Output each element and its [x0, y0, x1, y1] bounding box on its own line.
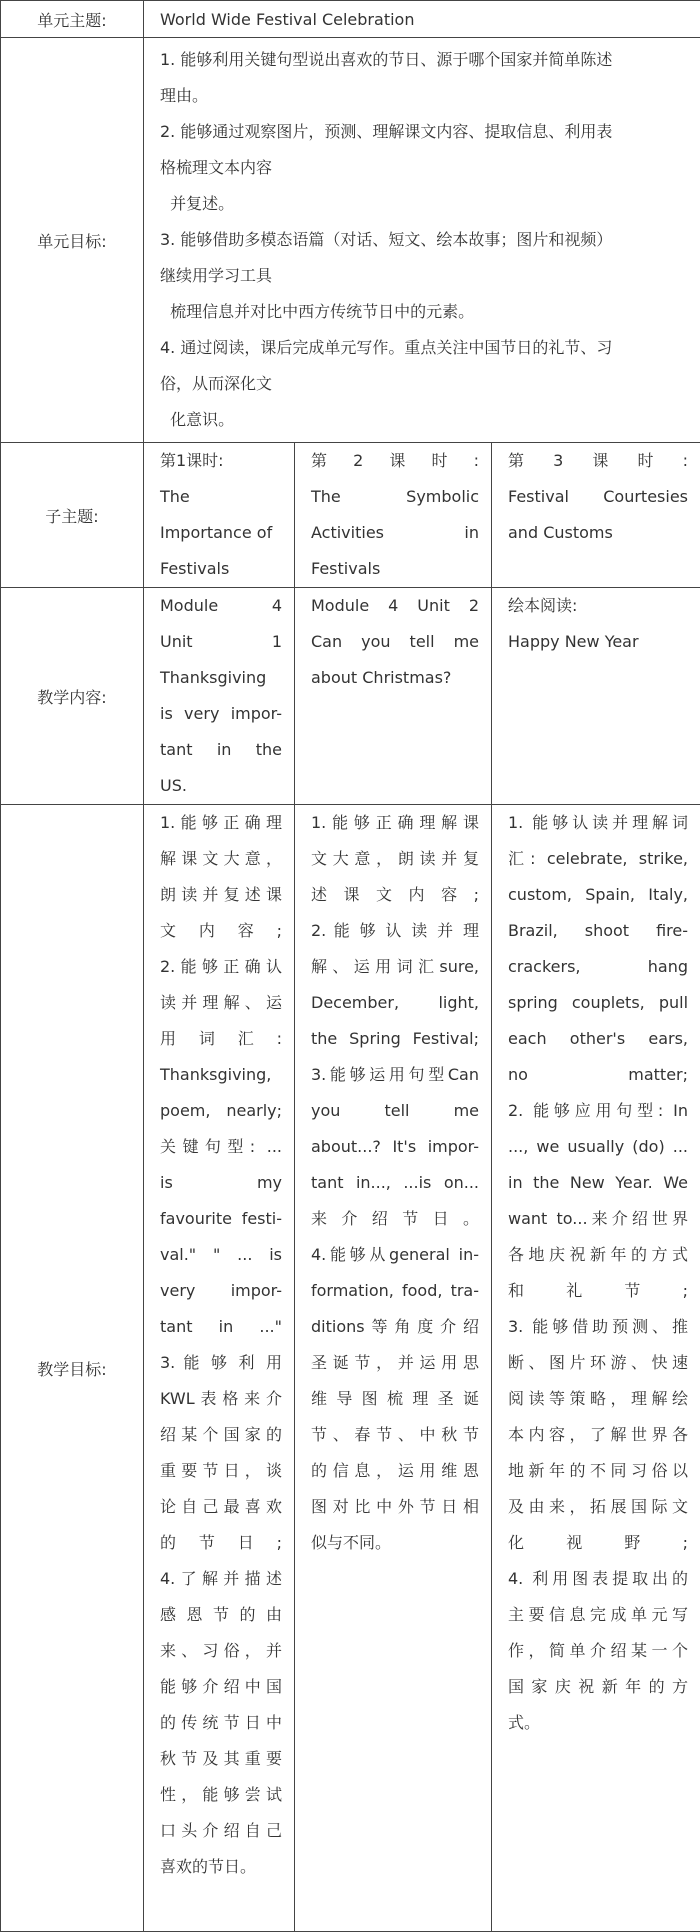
text-line: about...? It's impor-: [311, 1137, 479, 1156]
text-line: Festivals: [311, 559, 381, 578]
text-line: 梳理信息并对比中西方传统节日中的元素。: [160, 302, 475, 321]
text-line: 本内容，了解世界各: [508, 1425, 689, 1444]
text-line: is my: [160, 1173, 282, 1192]
text-line: 似与不同。: [311, 1533, 392, 1552]
text-line: 2. 能够通过观察图片，预测、理解课文内容、提取信息、利用表: [160, 122, 613, 141]
text-line: 来、习俗，并: [160, 1641, 282, 1660]
text-line: KWL表格来介: [160, 1389, 282, 1408]
text-line: 式。: [508, 1713, 541, 1732]
text-line: Festival Courtesies: [508, 487, 689, 506]
text-line: 地新年的不同习俗以: [508, 1461, 689, 1480]
text-line: 感 恩 节 的 由: [160, 1605, 282, 1624]
text-line: tant in ...": [160, 1317, 282, 1336]
text-line: 3.能够运用句型Can: [311, 1065, 479, 1084]
text-line: spring couplets, pull: [508, 993, 689, 1012]
text-line: 3. 能 够 利 用: [160, 1353, 282, 1372]
sub-topic-lesson1: [144, 443, 294, 587]
text-line: 1. 能够认读并理解词: [508, 813, 689, 832]
text-line: val." " ... is: [160, 1245, 282, 1264]
text-line: 圣诞节，并运用思: [311, 1353, 479, 1372]
text-line: tant in the: [160, 740, 282, 759]
text-line: 2.能够正确认: [160, 957, 282, 976]
text-line: formation, food, tra-: [311, 1281, 479, 1300]
objectives-lesson3-cell: [492, 805, 700, 1932]
text-line: 文内容;: [160, 921, 282, 940]
objectives-lesson2-cell: [295, 805, 492, 1932]
unit-goals-cell: [144, 38, 700, 443]
text-line: 格梳理文本内容: [160, 158, 273, 177]
text-line: about Christmas?: [311, 668, 452, 687]
content-lesson3-cell: [492, 588, 700, 805]
sub-topic-lesson1-cell: [144, 443, 295, 588]
content-label: 教学内容:: [1, 588, 144, 805]
text-line: 口头介绍自己: [160, 1821, 282, 1840]
row-unit-topic: [1, 1, 700, 38]
objectives-lesson1-cell: [144, 805, 295, 1932]
sub-topic-lesson2-cell: [295, 443, 492, 588]
text-line: 的节日;: [160, 1533, 282, 1552]
text-line: Activities in: [311, 523, 479, 542]
text-line: Happy New Year: [508, 632, 639, 651]
text-line: 能够介绍中国: [160, 1677, 282, 1696]
text-line: 国家庆祝新年的方: [508, 1677, 689, 1696]
text-line: 1. 能够利用关键句型说出喜欢的节日、源于哪个国家并简单陈述: [160, 50, 613, 69]
text-line: 喜欢的节日。: [160, 1857, 257, 1876]
text-line: 1.能够正确理: [160, 813, 282, 832]
objectives-lesson3: [492, 805, 700, 1741]
text-line: 并复述。: [160, 194, 235, 213]
text-line: 理由。: [160, 86, 209, 105]
text-line: 的信息，运用维恩: [311, 1461, 479, 1480]
text-line: very impor-: [160, 1281, 282, 1300]
text-line: 第1课时:: [160, 451, 224, 470]
text-line: The Symbolic: [311, 487, 479, 506]
text-line: 维导图梳理圣诞: [311, 1389, 479, 1408]
text-line: crackers, hang: [508, 957, 689, 976]
text-line: ..., we usually (do) ...: [508, 1137, 689, 1156]
text-line: 主要信息完成单元写: [508, 1605, 689, 1624]
unit-topic-label: 单元主题:: [1, 1, 144, 38]
text-line: 的传统节日中: [160, 1713, 282, 1732]
text-line: 化意识。: [160, 410, 235, 429]
text-line: 4.了解并描述: [160, 1569, 282, 1588]
text-line: poem, nearly;: [160, 1101, 282, 1120]
text-line: 来介绍节日。: [311, 1209, 479, 1228]
text-line: 俗，从而深化文: [160, 374, 273, 393]
text-line: 朗读并复述课: [160, 885, 282, 904]
text-line: 汇: celebrate, strike,: [508, 849, 689, 868]
text-line: 秋节及其重要: [160, 1749, 282, 1768]
text-line: Festivals: [160, 559, 230, 578]
text-line: in the New Year. We: [508, 1173, 689, 1192]
text-line: 4.能够从general in-: [311, 1245, 479, 1264]
text-line: 2. 能 够 认 读 并 理: [311, 921, 479, 940]
text-line: 第3课时:: [508, 451, 689, 470]
text-line: and Customs: [508, 523, 613, 542]
text-line: 1.能够正确理解课: [311, 813, 479, 832]
text-line: 述课文内容;: [311, 885, 479, 904]
text-line: Thanksgiving: [160, 668, 267, 687]
text-line: Thanksgiving,: [160, 1065, 272, 1084]
text-line: 3. 能够借助预测、推: [508, 1317, 689, 1336]
text-line: you tell me: [311, 1101, 479, 1120]
content-lesson2-cell: [295, 588, 492, 805]
text-line: Module 4 Unit 2: [311, 596, 479, 615]
text-line: 化视野;: [508, 1533, 689, 1552]
text-line: 节、春节、中秋节: [311, 1425, 479, 1444]
row-content: [1, 588, 700, 805]
objectives-label: 教学目标:: [1, 805, 144, 1932]
unit-goals-text: [144, 38, 700, 438]
text-line: 4. 通过阅读，课后完成单元写作。重点关注中国节日的礼节、习: [160, 338, 613, 357]
text-line: each other's ears,: [508, 1029, 689, 1048]
text-line: Importance of: [160, 523, 273, 542]
text-line: ditions等角度介绍: [311, 1317, 479, 1336]
content-lesson1-cell: [144, 588, 295, 805]
text-line: 图对比中外节日相: [311, 1497, 479, 1516]
text-line: 阅读等策略，理解绘: [508, 1389, 689, 1408]
text-line: 4. 利用图表提取出的: [508, 1569, 689, 1588]
text-line: Unit 1: [160, 632, 282, 651]
text-line: 性，能够尝试: [160, 1785, 282, 1804]
text-line: Module 4: [160, 596, 282, 615]
sub-topic-lesson3-cell: [492, 443, 700, 588]
text-line: custom, Spain, Italy,: [508, 885, 689, 904]
content-lesson1: [144, 588, 294, 804]
text-line: 及由来，拓展国际文: [508, 1497, 689, 1516]
text-line: 绘本阅读:: [508, 596, 578, 615]
sub-topic-lesson2: [295, 443, 491, 587]
text-line: 和礼节;: [508, 1281, 689, 1300]
text-line: 论自己最喜欢: [160, 1497, 282, 1516]
text-line: the Spring Festival;: [311, 1029, 479, 1048]
text-line: 绍某个国家的: [160, 1425, 282, 1444]
text-line: December, light,: [311, 993, 479, 1012]
text-line: 2. 能够应用句型: In: [508, 1101, 689, 1120]
text-line: no matter;: [508, 1065, 689, 1084]
text-line: 断、图片环游、快速: [508, 1353, 689, 1372]
text-line: Can you tell me: [311, 632, 479, 651]
text-line: 各地庆祝新年的方式: [508, 1245, 689, 1264]
unit-goals-label: 单元目标:: [1, 38, 144, 443]
text-line: 3. 能够借助多模态语篇（对话、短文、绘本故事；图片和视频）: [160, 230, 613, 249]
text-line: want to...来介绍世界: [508, 1209, 689, 1228]
objectives-lesson1: [144, 805, 294, 1885]
text-line: 用 词 汇 :: [160, 1029, 282, 1048]
text-line: 文大意，朗读并复: [311, 849, 479, 868]
content-lesson3: [492, 588, 700, 660]
text-line: 继续用学习工具: [160, 266, 273, 285]
text-line: The: [160, 487, 190, 506]
text-line: US.: [160, 776, 187, 795]
content-lesson2: [295, 588, 491, 696]
text-line: is very impor-: [160, 704, 282, 723]
row-sub-topics: [1, 443, 700, 588]
text-line: Brazil, shoot fire-: [508, 921, 689, 940]
text-line: 解课文大意，: [160, 849, 282, 868]
row-objectives: [1, 805, 700, 1932]
sub-topics-label: 子主题:: [1, 443, 144, 588]
sub-topic-lesson3: [492, 443, 700, 551]
row-unit-goals: [1, 38, 700, 443]
text-line: 解、运用词汇sure,: [311, 957, 479, 976]
text-line: 重要节日，谈: [160, 1461, 282, 1480]
text-line: favourite festi-: [160, 1209, 282, 1228]
unit-topic-value: World Wide Festival Celebration: [144, 1, 700, 38]
text-line: 第2课时:: [311, 451, 479, 470]
text-line: 读并理解、运: [160, 993, 282, 1012]
objectives-lesson2: [295, 805, 491, 1561]
text-line: 关键句型: ...: [160, 1137, 282, 1156]
text-line: 作，简单介绍某一个: [508, 1641, 689, 1660]
text-line: tant in..., ...is on...: [311, 1173, 479, 1192]
